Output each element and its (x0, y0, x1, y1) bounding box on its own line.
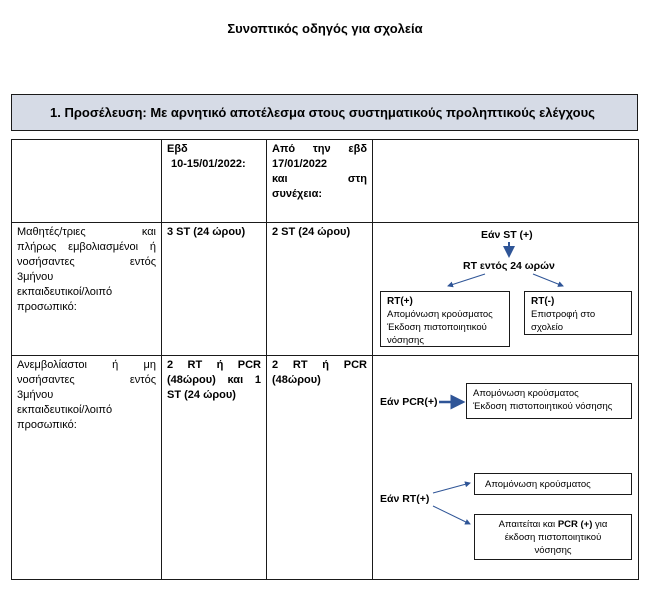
rt-arrow-pcr (433, 506, 470, 524)
unvaccinated-flowchart (373, 356, 639, 580)
unvaccinated-week2: 2 RT ή PCR (48ώρου) (267, 356, 373, 580)
header-empty-cell (12, 140, 162, 223)
flow-arrows-2 (373, 356, 639, 579)
header-week2: Από την εβδ 17/01/2022 και στη συνέχεια: (267, 140, 373, 223)
rt-positive-box: RT(+) Απομόνωση κρούσματος Έκδοση πιστοποιητικού νόσησης (380, 291, 510, 347)
arrow-to-rt-positive (448, 274, 485, 286)
section-heading (11, 94, 638, 131)
vaccinated-flowchart (373, 223, 639, 356)
flow-if-pcr-positive: Εάν PCR(+) (380, 396, 438, 408)
rt-arrow-isolation (433, 483, 470, 493)
flow-rt-within-24h: RT εντός 24 ωρών (463, 260, 555, 272)
header-row (12, 140, 639, 223)
arrow-to-rt-negative (533, 274, 563, 286)
document-title: Συνοπτικός οδηγός για σχολεία (227, 21, 423, 36)
pcr-positive-box: Απομόνωση κρούσματος Έκδοση πιστοποιητικού νόσησης (466, 383, 632, 419)
flow-if-st-positive: Εάν ST (+) (481, 229, 533, 241)
vaccinated-week2: 2 ST (24 ώρου) (267, 223, 373, 356)
section-title: 1. Προσέλευση: Με αρνητικό αποτέλεσμα στους συστηματικούς προληπτικούς ελέγχους (50, 105, 595, 120)
row-vaccinated (12, 223, 639, 356)
group-vaccinated: Μαθητές/τριες και πλήρως εμβολιασμένοι ή νοσήσαντες εντός 3μήνου εκπαιδευτικοί/λοιπό προσωπικό: (12, 223, 162, 356)
row-unvaccinated (12, 356, 639, 580)
rt-isolation-box: Απομόνωση κρούσματος (474, 473, 632, 495)
vaccinated-week1: 3 ST (24 ώρου) (162, 223, 267, 356)
guide-table (11, 139, 639, 580)
header-week1: Εβδ 10-15/01/2022: (162, 140, 267, 223)
header-flow-cell (373, 140, 639, 223)
flow-if-rt-positive: Εάν RT(+) (380, 493, 430, 505)
rt-negative-box: RT(-) Επιστροφή στο σχολείο (524, 291, 632, 335)
rt-pcr-required-box: Απαιτείται και PCR (+) για έκδοση πιστοποιητικού νόσησης (474, 514, 632, 560)
unvaccinated-week1: 2 RT ή PCR (48ώρου) και 1 ST (24 ώρου) (162, 356, 267, 580)
group-unvaccinated: Ανεμβολίαστοι ή μη νοσήσαντες εντός 3μήνου εκπαιδευτικοί/λοιπό προσωπικό: (12, 356, 162, 580)
